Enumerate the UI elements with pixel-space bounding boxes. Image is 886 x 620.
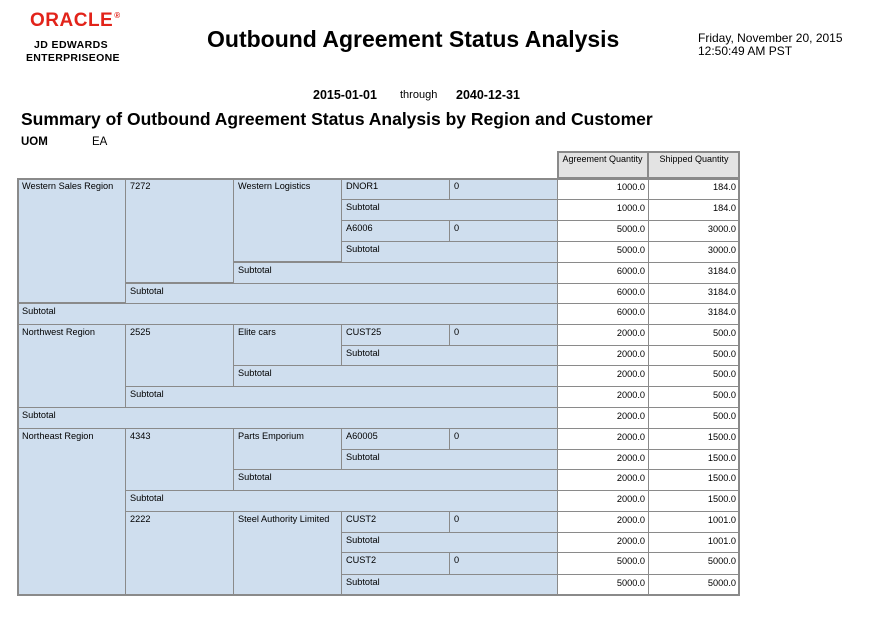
oracle-wordmark: ORACLE bbox=[30, 10, 114, 31]
report-date: Friday, November 20, 2015 bbox=[698, 31, 843, 45]
subtotal-item-label: Subtotal bbox=[341, 449, 558, 470]
agreement-quantity-value: 2000.0 bbox=[557, 532, 649, 553]
agreement-quantity-value: 1000.0 bbox=[557, 178, 649, 200]
agreement-quantity-value: 5000.0 bbox=[557, 241, 649, 263]
report-title: Outbound Agreement Status Analysis bbox=[207, 26, 620, 52]
agreement-quantity-value: 1000.0 bbox=[557, 199, 649, 221]
shipped-quantity-value: 1500.0 bbox=[648, 428, 740, 450]
region-cell: Western Sales Region bbox=[17, 178, 126, 303]
subtotal-customer-label: Subtotal bbox=[233, 365, 558, 387]
customer-name-cell: Steel Authority Limited bbox=[233, 511, 342, 596]
subtotal-customer-label: Subtotal bbox=[233, 469, 558, 491]
shipped-quantity-value: 500.0 bbox=[648, 386, 740, 408]
summary-heading: Summary of Outbound Agreement Status Analysis by Region and Customer bbox=[21, 109, 653, 129]
region-cell: Northeast Region bbox=[17, 428, 126, 596]
item-cell: CUST25 bbox=[341, 324, 450, 346]
shipped-quantity-value: 1500.0 bbox=[648, 490, 740, 512]
header-agreement-quantity: Agreement Quantity bbox=[557, 151, 648, 179]
customer-number-cell: 2525 bbox=[125, 324, 234, 387]
agreement-quantity-value: 2000.0 bbox=[557, 428, 649, 450]
agreement-quantity-value: 6000.0 bbox=[557, 303, 649, 325]
shipped-quantity-value: 1001.0 bbox=[648, 511, 740, 533]
shipped-quantity-value: 500.0 bbox=[648, 407, 740, 429]
flag-cell: 0 bbox=[449, 428, 558, 450]
shipped-quantity-value: 5000.0 bbox=[648, 574, 740, 596]
shipped-quantity-value: 3184.0 bbox=[648, 303, 740, 325]
customer-name-cell: Elite cars bbox=[233, 324, 342, 366]
date-range-to: 2040-12-31 bbox=[456, 88, 520, 102]
shipped-quantity-value: 3184.0 bbox=[648, 283, 740, 304]
shipped-quantity-value: 3000.0 bbox=[648, 220, 740, 242]
shipped-quantity-value: 1500.0 bbox=[648, 449, 740, 470]
item-cell: A60005 bbox=[341, 428, 450, 450]
customer-number-cell: 2222 bbox=[125, 511, 234, 596]
subtotal-item-label: Subtotal bbox=[341, 532, 558, 553]
product-line-2: ENTERPRISEONE bbox=[26, 52, 120, 64]
oracle-logo bbox=[30, 10, 121, 32]
registered-mark: ® bbox=[114, 11, 121, 20]
date-range-from: 2015-01-01 bbox=[313, 88, 377, 102]
shipped-quantity-value: 500.0 bbox=[648, 365, 740, 387]
shipped-quantity-value: 1500.0 bbox=[648, 469, 740, 491]
item-cell: CUST2 bbox=[341, 511, 450, 533]
uom-value: EA bbox=[92, 136, 108, 148]
shipped-quantity-value: 184.0 bbox=[648, 199, 740, 221]
flag-cell: 0 bbox=[449, 220, 558, 242]
item-cell: A6006 bbox=[341, 220, 450, 242]
product-line-1: JD EDWARDS bbox=[34, 39, 109, 51]
agreement-quantity-value: 2000.0 bbox=[557, 469, 649, 491]
flag-cell: 0 bbox=[449, 552, 558, 575]
shipped-quantity-value: 1001.0 bbox=[648, 532, 740, 553]
date-range-through: through bbox=[400, 89, 438, 101]
subtotal-item-label: Subtotal bbox=[341, 345, 558, 366]
agreement-quantity-value: 2000.0 bbox=[557, 449, 649, 470]
subtotal-item-label: Subtotal bbox=[341, 199, 558, 221]
agreement-quantity-value: 2000.0 bbox=[557, 365, 649, 387]
flag-cell: 0 bbox=[449, 178, 558, 200]
customer-number-cell: 4343 bbox=[125, 428, 234, 491]
region-cell: Northwest Region bbox=[17, 324, 126, 408]
agreement-quantity-value: 5000.0 bbox=[557, 574, 649, 596]
subtotal-item-label: Subtotal bbox=[341, 241, 558, 263]
item-cell: DNOR1 bbox=[341, 178, 450, 200]
subtotal-region-label: Subtotal bbox=[17, 407, 558, 429]
subtotal-customer-number-label: Subtotal bbox=[125, 386, 558, 408]
subtotal-region-label: Subtotal bbox=[17, 303, 558, 325]
agreement-quantity-value: 2000.0 bbox=[557, 324, 649, 346]
subtotal-customer-number-label: Subtotal bbox=[125, 490, 558, 512]
agreement-quantity-value: 5000.0 bbox=[557, 220, 649, 242]
shipped-quantity-value: 5000.0 bbox=[648, 552, 740, 575]
flag-cell: 0 bbox=[449, 511, 558, 533]
shipped-quantity-value: 184.0 bbox=[648, 178, 740, 200]
shipped-quantity-value: 500.0 bbox=[648, 324, 740, 346]
subtotal-item-label: Subtotal bbox=[341, 574, 558, 596]
subtotal-customer-label: Subtotal bbox=[233, 262, 558, 284]
uom-label: UOM bbox=[21, 136, 48, 148]
header-shipped-quantity: Shipped Quantity bbox=[648, 151, 740, 179]
agreement-quantity-value: 2000.0 bbox=[557, 407, 649, 429]
agreement-quantity-value: 2000.0 bbox=[557, 511, 649, 533]
customer-number-cell: 7272 bbox=[125, 178, 234, 283]
agreement-quantity-value: 5000.0 bbox=[557, 552, 649, 575]
agreement-quantity-value: 6000.0 bbox=[557, 262, 649, 284]
customer-name-cell: Parts Emporium bbox=[233, 428, 342, 470]
agreement-quantity-value: 6000.0 bbox=[557, 283, 649, 304]
shipped-quantity-value: 500.0 bbox=[648, 345, 740, 366]
item-cell: CUST2 bbox=[341, 552, 450, 575]
shipped-quantity-value: 3000.0 bbox=[648, 241, 740, 263]
shipped-quantity-value: 3184.0 bbox=[648, 262, 740, 284]
subtotal-customer-number-label: Subtotal bbox=[125, 283, 558, 304]
flag-cell: 0 bbox=[449, 324, 558, 346]
agreement-quantity-value: 2000.0 bbox=[557, 386, 649, 408]
agreement-quantity-value: 2000.0 bbox=[557, 345, 649, 366]
customer-name-cell: Western Logistics bbox=[233, 178, 342, 262]
report-time: 12:50:49 AM PST bbox=[698, 44, 793, 58]
agreement-quantity-value: 2000.0 bbox=[557, 490, 649, 512]
